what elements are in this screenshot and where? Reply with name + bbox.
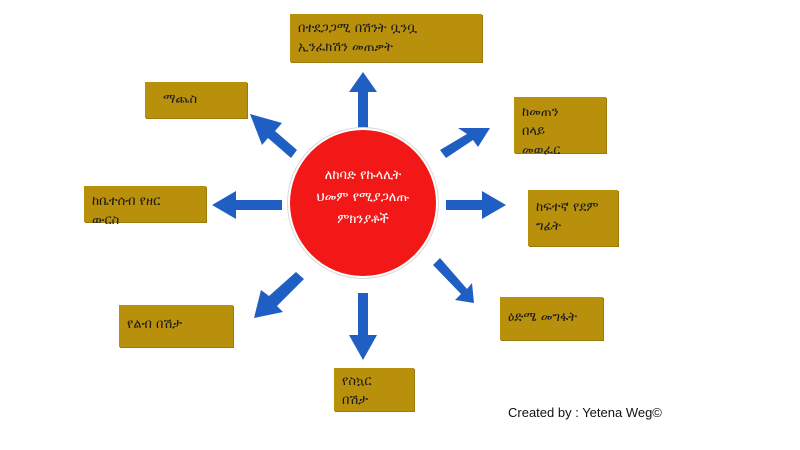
center-title bbox=[290, 165, 436, 231]
cause-text: በላይ bbox=[522, 124, 545, 139]
cause-box-bottom-right bbox=[500, 297, 603, 340]
arrow-up bbox=[349, 72, 377, 128]
cause-text: ግፊት bbox=[536, 219, 562, 234]
cause-box-bottom bbox=[334, 368, 414, 411]
arrow-down-right bbox=[433, 258, 474, 303]
arrow-down-left bbox=[254, 272, 304, 318]
arrow-right bbox=[446, 191, 506, 219]
cause-text: በተደጋጋሚ በሽንት ቧንቧ bbox=[298, 21, 417, 36]
arrow-left bbox=[212, 191, 282, 219]
cause-text: ውርስ bbox=[92, 213, 120, 228]
cause-text: ከመጠን bbox=[522, 105, 559, 120]
cause-text: ማጨስ bbox=[163, 92, 198, 107]
cause-text: ከፍተኛ የደም bbox=[536, 200, 599, 215]
cause-text: በሽታ bbox=[342, 393, 368, 408]
cause-box-left bbox=[84, 186, 206, 228]
cause-text: ከቤተሰብ የዘር bbox=[92, 194, 161, 209]
cause-box-right bbox=[528, 190, 618, 246]
cause-box-top-right bbox=[514, 97, 606, 158]
cause-box-top bbox=[290, 14, 482, 62]
center-title-line: ምክንያቶች bbox=[337, 212, 389, 227]
cause-box-bottom-left bbox=[119, 305, 233, 347]
cause-text: የስኳር bbox=[342, 374, 372, 389]
arrow-up-right bbox=[440, 128, 490, 158]
cause-text: መወፈር bbox=[522, 143, 561, 158]
center-title-line: ህመም የሚያጋለጡ bbox=[316, 190, 410, 205]
credit-text: Created by : Yetena Weg© bbox=[508, 405, 662, 420]
cause-box-top-left bbox=[145, 82, 247, 118]
cause-text: ዕድሜ መግፋት bbox=[508, 310, 578, 325]
arrow-up-left bbox=[250, 114, 297, 158]
cause-text: ኢንፈክሽን መጠቃት bbox=[298, 40, 393, 55]
center-title-line: ለከባድ የኩላሊት bbox=[324, 168, 402, 183]
cause-text: የልብ በሽታ bbox=[127, 317, 182, 332]
arrow-down bbox=[349, 293, 377, 360]
